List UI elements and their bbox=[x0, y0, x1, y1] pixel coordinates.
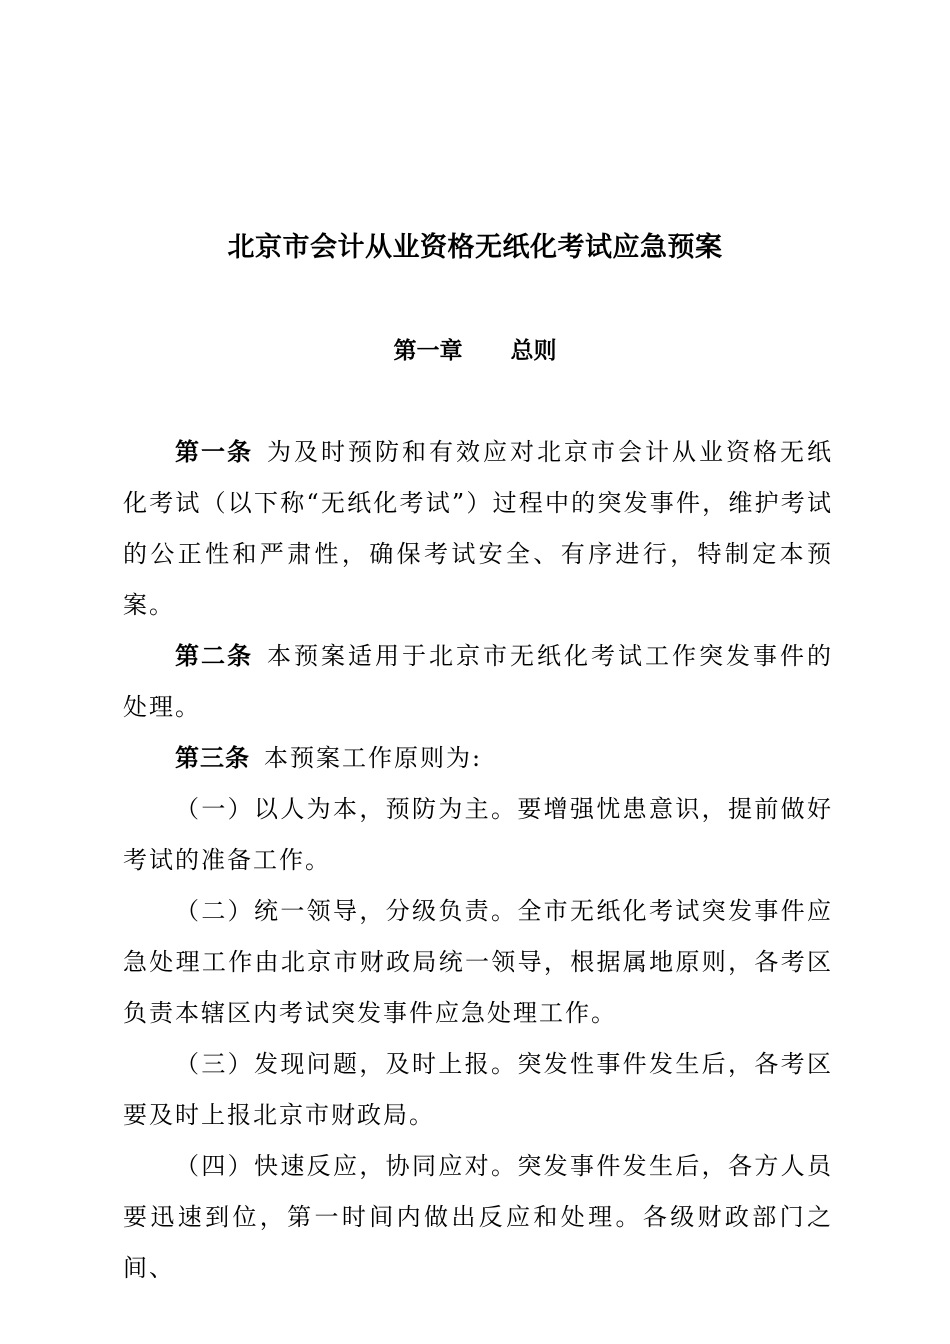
article-2 bbox=[123, 631, 833, 733]
article-text: 本预案工作原则为: bbox=[264, 744, 483, 772]
chapter-title: 第一章 总则 bbox=[393, 338, 557, 364]
article-text: 本预案适用于北京市无纸化考试工作突发事件的处理。 bbox=[123, 642, 833, 721]
principle-3: （三）发现问题，及时上报。突发性事件发生后，各考区要及时上报北京市财政局。 bbox=[123, 1050, 833, 1129]
article-label: 第三条 bbox=[175, 744, 250, 772]
article-1 bbox=[123, 427, 833, 631]
article-text: 为及时预防和有效应对北京市会计从业资格无纸化考试（以下称“无纸化考试”）过程中的突发事件，维护考试的公正性和严肃性，确保考试安全、有序进行，特制定本预案。 bbox=[123, 438, 833, 619]
principle-2: （二）统一领导，分级负责。全市无纸化考试突发事件应急处理工作由北京市财政局统一领导，根据属地原则，各考区负责本辖区内考试突发事件应急处理工作。 bbox=[123, 897, 833, 1027]
document-body bbox=[123, 427, 833, 1294]
article-label: 第一条 bbox=[175, 438, 253, 466]
principle-1: （一）以人为本，预防为主。要增强忧患意识，提前做好考试的准备工作。 bbox=[123, 795, 833, 874]
article-3 bbox=[123, 733, 833, 784]
principle-4: （四）快速反应，协同应对。突发事件发生后，各方人员要迅速到位，第一时间内做出反应和处理。各级财政部门之间、 bbox=[123, 1152, 833, 1282]
document-title: 北京市会计从业资格无纸化考试应急预案 bbox=[227, 232, 723, 263]
article-label: 第二条 bbox=[175, 642, 253, 670]
